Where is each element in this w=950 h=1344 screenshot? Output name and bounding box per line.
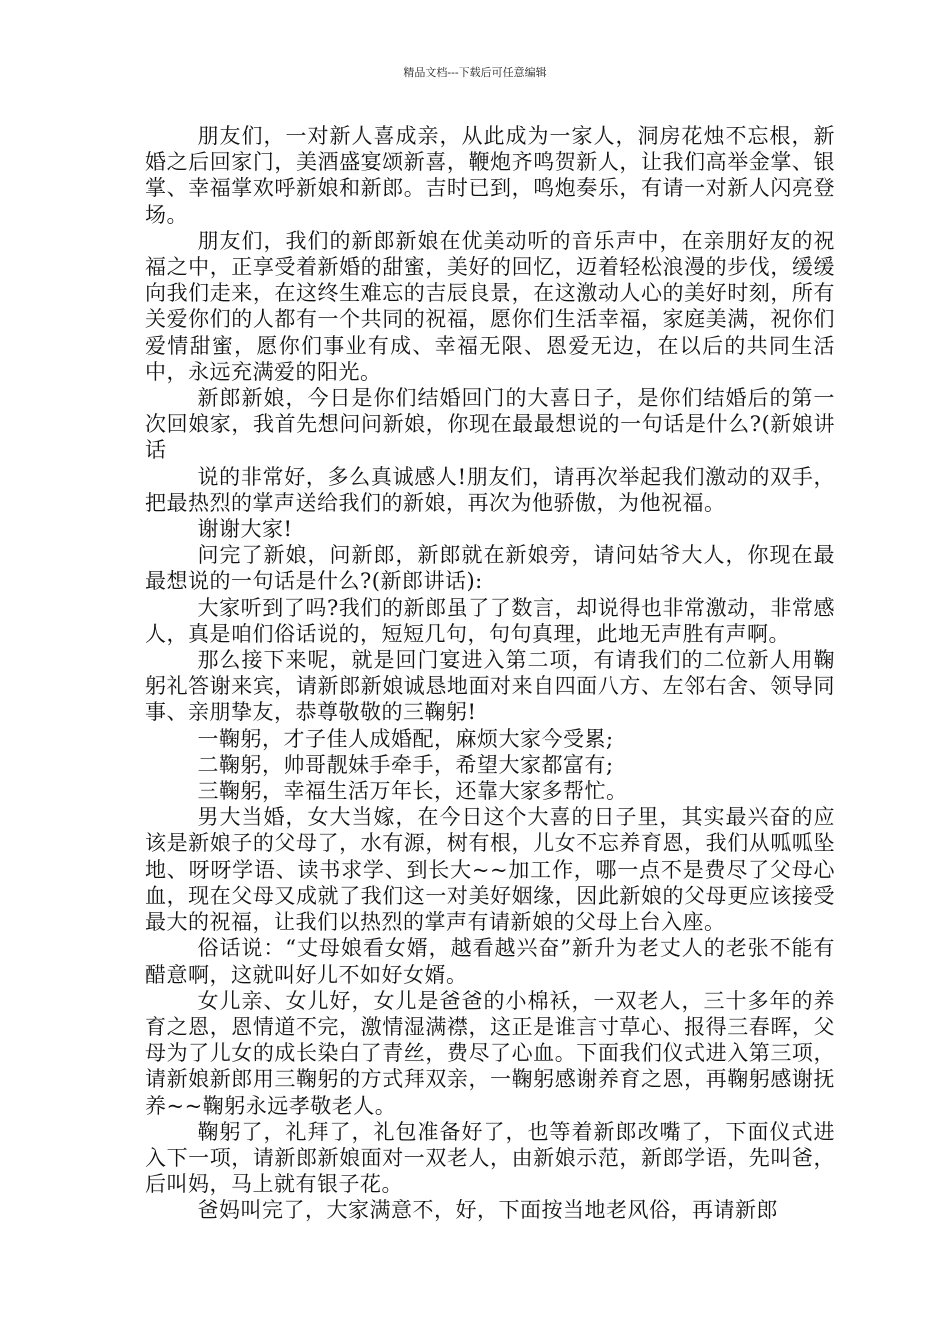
paragraph: 问完了新娘，问新郎，新郎就在新娘旁，请问姑爷大人，你现在最最想说的一句话是什么?(新郎讲话): — [145, 543, 835, 594]
paragraph: 新郎新娘，今日是你们结婚回门的大喜日子，是你们结婚后的第一次回娘家，我首先想问问新娘，你现在最最想说的一句话是什么?(新娘讲话 — [145, 386, 835, 463]
paragraph: 那么接下来呢，就是回门宴进入第二项，有请我们的二位新人用鞠躬礼答谢来宾，请新郎新娘诚恳地面对来自四面八方、左邻右舍、领导同事、亲朋挚友，恭尊敬敬的三鞠躬! — [145, 648, 835, 725]
paragraph: 朋友们，一对新人喜成亲，从此成为一家人，洞房花烛不忘根，新婚之后回家门，美酒盛宴颂新喜，鞭炮齐鸣贺新人，让我们高举金掌、银掌、幸福掌欢呼新娘和新郎。吉时已到，鸣炮奏乐，有请一对新人闪亮登场。 — [145, 124, 835, 227]
paragraph: 谢谢大家! — [197, 517, 293, 542]
paragraph: 男大当婚，女大当嫁，在今日这个大喜的日子里，其实最兴奋的应该是新娘子的父母了，水有源，树有根，儿女不忘养育恩，我们从呱呱坠地、呀呀学语、读书求学、到长大~~加工作，哪一点不是费尽了父母心血，现在父母又成就了我们这一对美好姻缘，因此新娘的父母更应该接受最大的祝福，让我们以热烈的掌声有请新娘的父母上台入座。 — [145, 805, 835, 935]
paragraph: 一鞠躬，才子佳人成婚配，麻烦大家今受累; — [197, 726, 614, 751]
page-header: 精品文档---下载后可任意编辑 — [403, 66, 547, 79]
paragraph: 二鞠躬，帅哥靓妹手牵手，希望大家都富有; — [197, 752, 614, 777]
paragraph: 俗话说：“丈母娘看女婿，越看越兴奋”新升为老丈人的老张不能有醋意啊，这就叫好儿不如好女婿。 — [145, 936, 835, 987]
paragraph: 朋友们，我们的新郎新娘在优美动听的音乐声中，在亲朋好友的祝福之中，正享受着新婚的甜蜜，美好的回忆，迈着轻松浪漫的步伐，缓缓向我们走来，在这终生难忘的吉辰良景，在这激动人心的美好时刻，所有关爱你们的人都有一个共同的祝福，愿你们生活幸福，家庭美满，祝你们爱情甜蜜，愿你们事业有成、幸福无限、恩爱无边，在以后的共同生活中，永远充满爱的阳光。 — [145, 228, 835, 384]
paragraph: 女儿亲、女儿好，女儿是爸爸的小棉袄，一双老人，三十多年的养育之恩，恩情道不完，激情湿满襟，这正是谁言寸草心、报得三春晖，父母为了儿女的成长染白了青丝，费尽了心血。下面我们仪式进入第三项，请新娘新郎用三鞠躬的方式拜双亲，一鞠躬感谢养育之恩，再鞠躬感谢抚养~~鞠躬永远孝敬老人。 — [145, 988, 835, 1118]
paragraph: 说的非常好，多么真诚感人!朋友们，请再次举起我们激动的双手，把最热烈的掌声送给我们的新娘，再次为他骄傲，为他祝福。 — [145, 464, 835, 515]
paragraph: 三鞠躬，幸福生活万年长，还靠大家多帮忙。 — [197, 779, 628, 804]
paragraph: 大家听到了吗?我们的新郎虽了了数言，却说得也非常激动，非常感人，真是咱们俗话说的，短短几句，句句真理，此地无声胜有声啊。 — [145, 595, 835, 646]
paragraph: 爸妈叫完了，大家满意不，好，下面按当地老风俗，再请新郎 — [197, 1198, 778, 1223]
paragraph: 鞠躬了，礼拜了，礼包准备好了，也等着新郎改嘴了，下面仪式进入下一项，请新郎新娘面对一双老人，由新娘示范，新郎学语，先叫爸，后叫妈，马上就有银子花。 — [145, 1119, 835, 1197]
document-body — [145, 123, 835, 1224]
